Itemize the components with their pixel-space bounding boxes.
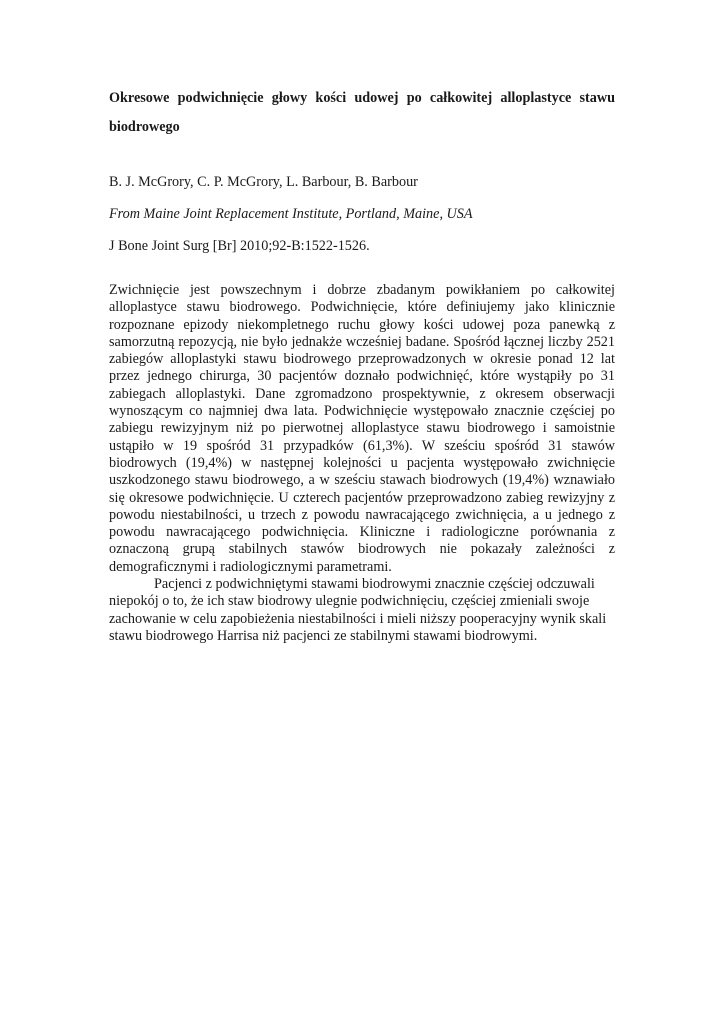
abstract-body (109, 282, 615, 645)
abstract-paragraph-1: Zwichnięcie jest powszechnym i dobrze zbadanym powikłaniem po całkowitej alloplastyce stawu biodrowego. Podwichnięcie, które definiujemy jako klinicznie rozpoznane epizody niekompletnego ruchu głowy kości udowej poza panewką z samorzutną repozycją, nie było jednakże wcześniej badane. Spośród łącznej liczby 2521 zabiegów alloplastyki stawu biodrowego przeprowadzonych w okresie ponad 12 lat przez jednego chirurga, 30 pacjentów doznało podwichnięć, które wystąpiły po 31 zabiegach alloplastyki. Dane zgromadzono prospektywnie, z okresem obserwacji wynoszącym co najmniej dwa lata. Podwichnięcie występowało znacznie częściej po zabiegu rewizyjnym niż po pierwotnej alloplastyce stawu biodrowego i samoistnie ustąpiło w 19 spośród 31 przypadków (61,3%). W sześciu spośród 31 stawów biodrowych (19,4%) w następnej kolejności u pacjenta występowało zwichnięcie uszkodzonego stawu biodrowego, a w sześciu stawach biodrowych (19,4%) wznawiało się okresowe podwichnięcie. U czterech pacjentów przeprowadzono zabieg rewizyjny z powodu niestabilności, u trzech z powodu nawracającego zwichnięcia, a u jednego z powodu nawracającego podwichnięcia. Kliniczne i radiologiczne porównania z oznaczoną grupą stabilnych stawów biodrowych nie pokazały zależności z demograficznymi i radiologicznymi parametrami. (109, 282, 615, 575)
affiliation-line: From Maine Joint Replacement Institute, Portland, Maine, USA (109, 206, 473, 222)
citation-line: J Bone Joint Surg [Br] 2010;92-B:1522-1526. (109, 238, 370, 254)
authors-line: B. J. McGrory, C. P. McGrory, L. Barbour, B. Barbour (109, 174, 418, 190)
abstract-paragraph-2: Pacjenci z podwichniętymi stawami biodrowymi znacznie częściej odczuwali niepokój o to, że ich staw biodrowy ulegnie podwichnięciu, częściej zmieniali swoje zachowanie w celu zapobieżenia niestabilności i mieli niższy pooperacyjny wynik skali stawu biodrowego Harrisa niż pacjenci ze stabilnymi stawami biodrowymi. (109, 576, 607, 644)
document-title: Okresowe podwichnięcie głowy kości udowej po całkowitej alloplastyce stawu biodrowego (109, 90, 615, 135)
